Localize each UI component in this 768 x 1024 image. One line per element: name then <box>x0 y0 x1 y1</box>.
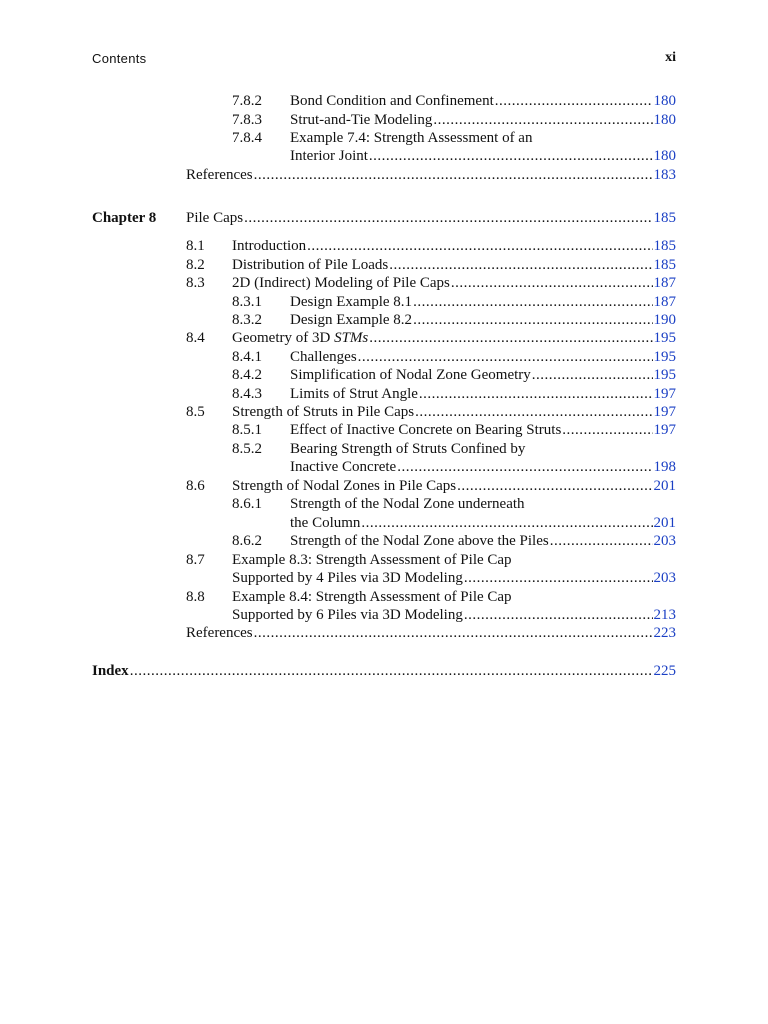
toc-entry-7-8-2[interactable] <box>232 92 676 111</box>
toc-title: Distribution of Pile Loads <box>232 257 389 273</box>
toc-title: Example 8.3: Strength Assessment of Pile Cap <box>232 552 512 568</box>
toc-entry-8-6-1[interactable] <box>232 495 676 514</box>
toc-page-number[interactable]: 185 <box>653 238 676 254</box>
toc-page-number[interactable]: 197 <box>653 386 676 402</box>
toc-title: Strength of the Nodal Zone above the Piles <box>290 533 549 549</box>
dot-leader <box>254 166 653 185</box>
dot-leader <box>244 209 652 228</box>
toc-entry-8-1[interactable] <box>186 237 676 256</box>
toc-entry-8-2[interactable] <box>186 256 676 275</box>
toc-page-number[interactable]: 180 <box>653 148 676 164</box>
toc-title: References <box>186 167 253 183</box>
toc-number: 7.8.4 <box>232 130 262 146</box>
toc-number: 8.8 <box>186 589 205 605</box>
toc-title: Strut-and-Tie Modeling <box>290 112 433 128</box>
toc-title: Example 7.4: Strength Assessment of an <box>290 130 533 146</box>
toc-number: 8.3.2 <box>232 312 262 328</box>
toc-title: Inactive Concrete <box>290 459 397 475</box>
toc-title: Example 8.4: Strength Assessment of Pile Cap <box>232 589 512 605</box>
toc-title <box>232 329 368 348</box>
toc-number: 8.5.2 <box>232 441 262 457</box>
toc-title: Strength of Nodal Zones in Pile Caps <box>232 478 457 494</box>
toc-entry-8-4[interactable] <box>186 329 676 348</box>
toc-title: Challenges <box>290 349 357 365</box>
dot-leader <box>369 329 652 348</box>
toc-page-number[interactable]: 185 <box>653 257 676 273</box>
toc-entry-8-5-2-cont[interactable] <box>290 458 676 477</box>
dot-leader <box>532 366 653 385</box>
dot-leader <box>413 311 652 330</box>
toc-entry-8-4-3[interactable] <box>232 385 676 404</box>
toc-entry-8-6-2[interactable] <box>232 532 676 551</box>
toc-number: 8.3.1 <box>232 294 262 310</box>
dot-leader <box>415 403 652 422</box>
dot-leader <box>397 458 652 477</box>
toc-title: 2D (Indirect) Modeling of Pile Caps <box>232 275 450 291</box>
toc-page-number[interactable]: 213 <box>653 607 676 623</box>
running-header-page: xi <box>665 50 676 65</box>
toc-entry-8-8[interactable] <box>186 588 676 607</box>
toc-page-number[interactable]: 197 <box>653 422 676 438</box>
toc-entry-8-4-2[interactable] <box>232 366 676 385</box>
dot-leader <box>419 385 653 404</box>
dot-leader <box>457 477 652 496</box>
toc-title: Supported by 6 Piles via 3D Modeling <box>232 607 463 623</box>
dot-leader <box>358 348 653 367</box>
toc-number: 8.6 <box>186 478 205 494</box>
toc-page-number[interactable]: 223 <box>653 625 676 641</box>
toc-page-number[interactable]: 195 <box>653 349 676 365</box>
toc-title: Strength of Struts in Pile Caps <box>232 404 415 420</box>
toc-entry-8-3-1[interactable] <box>232 293 676 312</box>
toc-title-text: Geometry of 3D <box>232 330 335 346</box>
toc-entry-7-8-4-cont[interactable] <box>290 147 676 166</box>
toc-title: Bond Condition and Confinement <box>290 93 494 109</box>
toc-number: 8.3 <box>186 275 205 291</box>
toc-entry-8-3[interactable] <box>186 274 676 293</box>
dot-leader <box>130 662 653 681</box>
dot-leader <box>369 147 653 166</box>
toc-number: 8.4.3 <box>232 386 262 402</box>
dot-leader <box>361 514 652 533</box>
toc-page-number[interactable]: 180 <box>653 93 676 109</box>
toc-entry-references-7[interactable] <box>186 166 676 185</box>
toc-number: 8.6.1 <box>232 496 262 512</box>
running-header-title: Contents <box>92 51 147 66</box>
toc-page-number[interactable]: 180 <box>653 112 676 128</box>
toc-entry-8-7-cont[interactable] <box>232 569 676 588</box>
toc-entry-8-4-1[interactable] <box>232 348 676 367</box>
dot-leader <box>550 532 653 551</box>
toc-entry-7-8-4[interactable] <box>232 129 676 148</box>
dot-leader <box>562 421 652 440</box>
toc-number: 8.4 <box>186 330 205 346</box>
dot-leader <box>254 624 653 643</box>
toc-number: 8.5 <box>186 404 205 420</box>
toc-title: Design Example 8.1 <box>290 294 413 310</box>
toc-number: 8.5.1 <box>232 422 262 438</box>
dot-leader <box>413 293 652 312</box>
toc-entry-8-7[interactable] <box>186 551 676 570</box>
toc-number: 8.1 <box>186 238 205 254</box>
toc-entry-index[interactable] <box>92 662 676 681</box>
toc-page-number[interactable]: 190 <box>653 312 676 328</box>
toc-title: Index <box>92 663 129 679</box>
toc-page-number[interactable]: 183 <box>653 167 676 183</box>
toc-title: Limits of Strut Angle <box>290 386 418 402</box>
dot-leader <box>307 237 652 256</box>
toc-chapter-8[interactable] <box>92 209 676 228</box>
toc-number: 7.8.3 <box>232 112 262 128</box>
toc-number: 8.4.2 <box>232 367 262 383</box>
toc-title: the Column <box>290 515 361 531</box>
toc-title: Introduction <box>232 238 307 254</box>
toc-entry-8-6[interactable] <box>186 477 676 496</box>
toc-number: 7.8.2 <box>232 93 262 109</box>
toc-page-number[interactable]: 187 <box>653 275 676 291</box>
dot-leader <box>464 606 653 625</box>
toc-title-italic: STMs <box>334 330 369 346</box>
toc-page-number[interactable]: 197 <box>653 404 676 420</box>
toc-page-number[interactable]: 201 <box>653 515 676 531</box>
toc-title: Effect of Inactive Concrete on Bearing Struts <box>290 422 562 438</box>
toc-title: Bearing Strength of Struts Confined by <box>290 441 526 457</box>
toc-entry-8-6-1-cont[interactable] <box>290 514 676 533</box>
toc-page-number[interactable]: 203 <box>653 533 676 549</box>
toc-title: References <box>186 625 253 641</box>
toc-entry-8-8-cont[interactable] <box>232 606 676 625</box>
dot-leader <box>464 569 653 588</box>
toc-title: Interior Joint <box>290 148 368 164</box>
toc-title: Strength of the Nodal Zone underneath <box>290 496 525 512</box>
dot-leader <box>389 256 652 275</box>
toc-page-number[interactable]: 187 <box>653 294 676 310</box>
toc-title: Simplification of Nodal Zone Geometry <box>290 367 531 383</box>
toc-entry-8-5-2[interactable] <box>232 440 676 459</box>
toc-page-number[interactable]: 198 <box>653 459 676 475</box>
toc-page-number[interactable]: 195 <box>653 330 676 346</box>
toc-page-number[interactable]: 195 <box>653 367 676 383</box>
toc-number: 8.6.2 <box>232 533 262 549</box>
toc-entry-8-3-2[interactable] <box>232 311 676 330</box>
toc-page-number[interactable]: 201 <box>653 478 676 494</box>
toc-title: Supported by 4 Piles via 3D Modeling <box>232 570 463 586</box>
toc-entry-8-5[interactable] <box>186 403 676 422</box>
dot-leader <box>495 92 653 111</box>
toc-entry-7-8-3[interactable] <box>232 111 676 130</box>
toc-page-number[interactable]: 185 <box>653 210 676 226</box>
toc-number: 8.2 <box>186 257 205 273</box>
toc-title: Design Example 8.2 <box>290 312 413 328</box>
dot-leader <box>433 111 652 130</box>
toc-title: Pile Caps <box>186 210 244 226</box>
toc-number: 8.7 <box>186 552 205 568</box>
toc-entry-references-8[interactable] <box>186 624 676 643</box>
toc-page-number[interactable]: 225 <box>653 663 676 679</box>
chapter-label: Chapter 8 <box>92 210 157 226</box>
toc-entry-8-5-1[interactable] <box>232 421 676 440</box>
dot-leader <box>451 274 653 293</box>
toc-page-number[interactable]: 203 <box>653 570 676 586</box>
toc-number: 8.4.1 <box>232 349 262 365</box>
